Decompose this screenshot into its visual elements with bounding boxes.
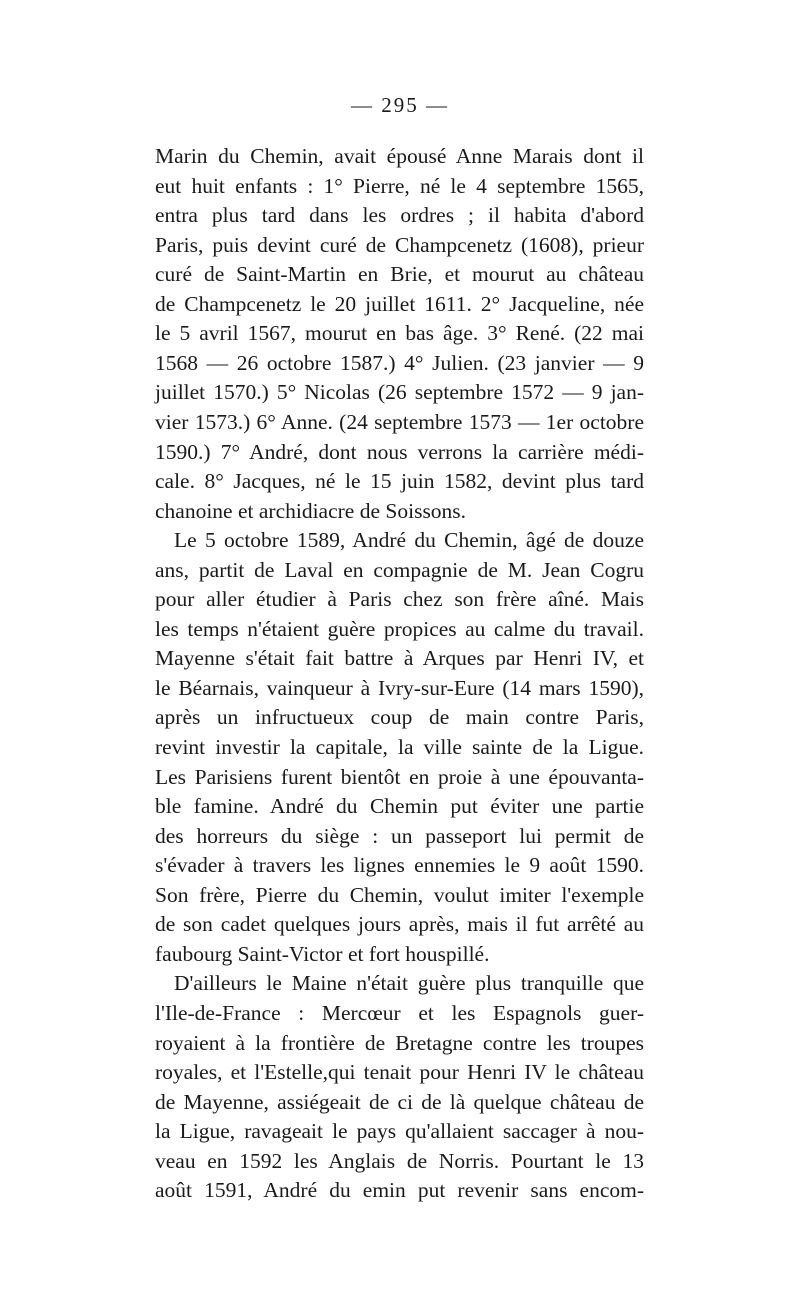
text-line: le Béarnais, vainqueur à Ivry-sur-Eure (14 mars 1590), <box>155 675 644 700</box>
page-number: — 295 — <box>351 93 449 117</box>
text-line: de Mayenne, assiégeait de ci de là quelque château de <box>155 1089 644 1114</box>
text-line: eut huit enfants : 1° Pierre, né le 4 septembre 1565, <box>155 173 644 198</box>
text-line: Le 5 octobre 1589, André du Chemin, âgé de douze <box>174 528 644 553</box>
text-line: royaient à la frontière de Bretagne contre les troupes <box>155 1030 644 1055</box>
text-line: des horreurs du siège : un passeport lui permit de <box>155 823 644 848</box>
text-line: vier 1573.) 6° Anne. (24 septembre 1573 — 1er octobre <box>155 409 644 434</box>
text-line: le 5 avril 1567, mourut en bas âge. 3° René. (22 mai <box>155 321 644 346</box>
text-line: revint investir la capitale, la ville sainte de la Ligue. <box>155 735 644 759</box>
text-line: faubourg Saint-Victor et fort houspillé. <box>155 941 490 966</box>
text-line: Mayenne s'était fait battre à Arques par Henri IV, et <box>155 646 644 671</box>
text-line: ble famine. André du Chemin put éviter une partie <box>155 794 644 819</box>
text-line: cale. 8° Jacques, né le 15 juin 1582, devint plus tard <box>155 469 644 494</box>
text-line: pour aller étudier à Paris chez son frère aîné. Mais <box>155 587 644 612</box>
text-line: Paris, puis devint curé de Champcenetz (1608), prieur <box>155 232 644 257</box>
text-line: les temps n'étaient guère propices au calme du travail. <box>155 616 644 641</box>
text-line: D'ailleurs le Maine n'était guère plus tranquille que <box>174 971 644 996</box>
text-line: 1590.) 7° André, dont nous verrons la carrière médi- <box>155 439 644 464</box>
text-line: de Champcenetz le 20 juillet 1611. 2° Jacqueline, née <box>155 291 644 316</box>
text-line: chanoine et archidiacre de Soissons. <box>155 498 467 523</box>
text-line: l'Ile-de-France : Mercœur et les Espagnols guer- <box>155 1000 644 1025</box>
text-line: de son cadet quelques jours après, mais il fut arrêté au <box>155 912 644 937</box>
text-line: Son frère, Pierre du Chemin, voulut imiter l'exemple <box>155 882 644 907</box>
text-line: après un infructueux coup de main contre Paris, <box>155 705 644 730</box>
text-line: veau en 1592 les Anglais de Norris. Pourtant le 13 <box>155 1148 644 1173</box>
text-line: août 1591, André du emin put revenir sans encom- <box>155 1178 644 1203</box>
text-line: la Ligue, ravageait le pays qu'allaient saccager à nou- <box>155 1119 644 1144</box>
text-line: curé de Saint-Martin en Brie, et mourut au château <box>155 262 644 287</box>
text-line: royales, et l'Estelle,qui tenait pour Henri IV le château <box>155 1060 644 1085</box>
text-line: Marin du Chemin, avait épousé Anne Marais dont il <box>155 144 644 168</box>
text-line: 1568 — 26 octobre 1587.) 4° Julien. (23 janvier — 9 <box>155 350 644 375</box>
text-line: juillet 1570.) 5° Nicolas (26 septembre 1572 — 9 jan- <box>155 380 644 405</box>
text-line: entra plus tard dans les ordres ; il habita d'abord <box>155 203 644 228</box>
text-line: s'évader à travers les lignes ennemies le 9 août 1590. <box>155 853 644 878</box>
text-line: ans, partit de Laval en compagnie de M. Jean Cogru <box>155 557 644 582</box>
text-line: Les Parisiens furent bientôt en proie à une épouvanta- <box>155 764 644 789</box>
